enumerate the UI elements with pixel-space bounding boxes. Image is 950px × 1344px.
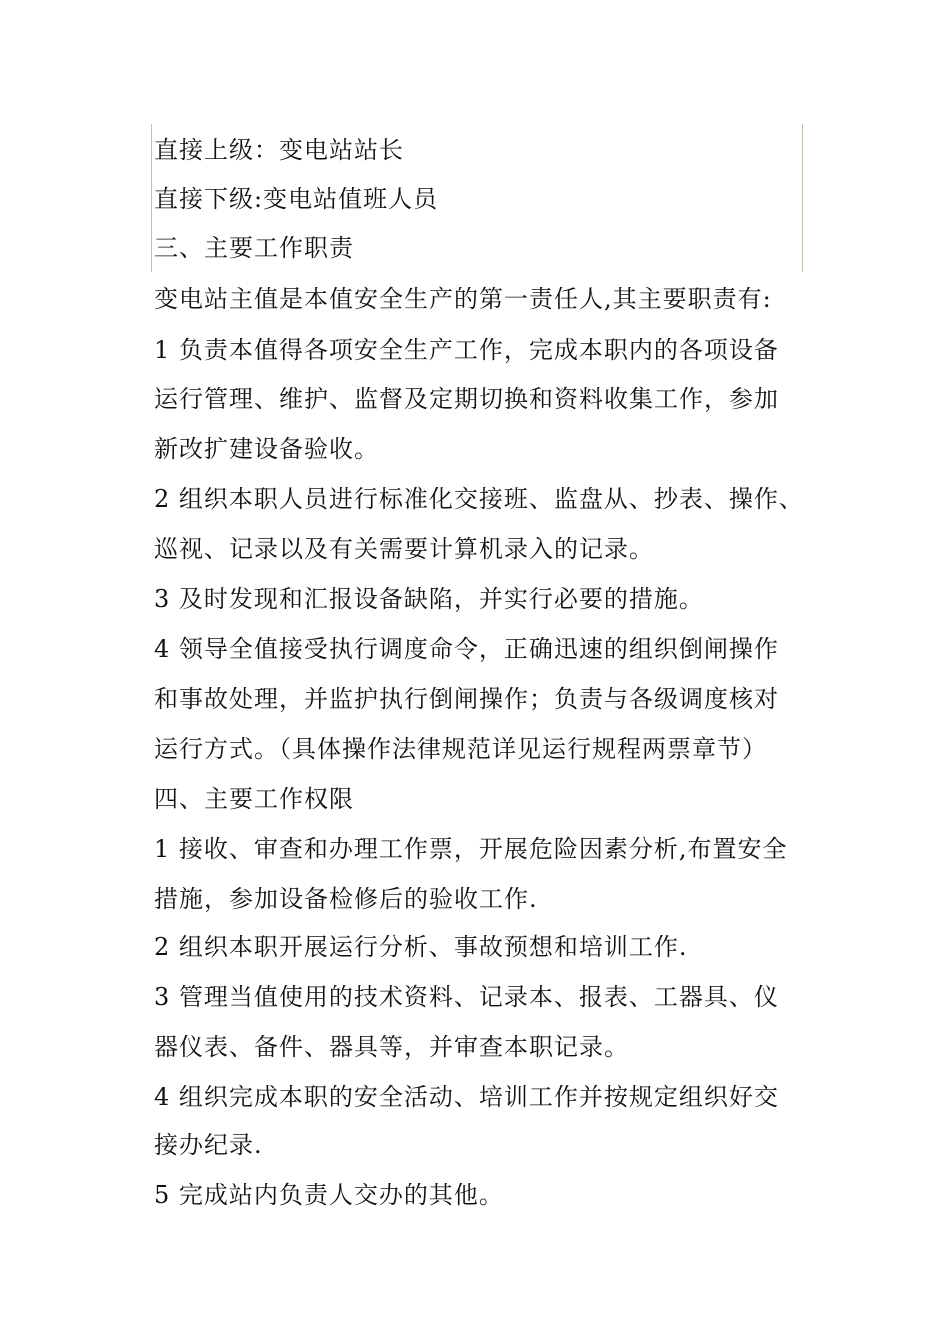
authority-item-4-line-1: 4 组织完成本职的安全活动、培训工作并按规定组织好交: [154, 1083, 779, 1111]
authority-item-5-line-1: 5 完成站内负责人交办的其他。: [154, 1181, 504, 1209]
authority-item-1-line-2: 措施，参加设备检修后的验收工作.: [154, 885, 538, 913]
authority-item-4-line-2: 接办纪录.: [154, 1131, 263, 1159]
duty-item-4-line-2: 和事故处理，并监护执行倒闸操作；负责与各级调度核对: [154, 685, 779, 713]
direct-subordinate-line: 直接下级:变电站值班人员: [154, 185, 439, 213]
direct-superior-line: 直接上级：变电站站长: [154, 136, 404, 164]
duty-item-3-line-1: 3 及时发现和汇报设备缺陷，并实行必要的措施。: [154, 585, 704, 613]
duty-item-4-line-1: 4 领导全值接受执行调度命令，正确迅速的组织倒闸操作: [154, 635, 779, 663]
duty-item-1-line-3: 新改扩建设备验收。: [154, 435, 379, 463]
authority-item-1-line-1: 1 接收、审查和办理工作票，开展危险因素分析,布置安全: [154, 835, 788, 863]
duties-intro: 变电站主值是本值安全生产的第一责任人,其主要职责有:: [154, 285, 772, 313]
authority-item-3-line-1: 3 管理当值使用的技术资料、记录本、报表、工器具、仪: [154, 983, 779, 1011]
authority-item-3-line-2: 器仪表、备件、器具等，并审查本职记录。: [154, 1033, 629, 1061]
duty-item-1-line-1: 1 负责本值得各项安全生产工作，完成本职内的各项设备: [154, 336, 779, 364]
duty-item-2-line-2: 巡视、记录以及有关需要计算机录入的记录。: [154, 535, 654, 563]
section-duties-heading: 三、主要工作职责: [154, 234, 354, 262]
section-authority-heading: 四、主要工作权限: [154, 785, 354, 813]
duty-item-2-line-1: 2 组织本职人员进行标准化交接班、监盘从、抄表、操作、: [154, 485, 804, 513]
authority-item-2-line-1: 2 组织本职开展运行分析、事故预想和培训工作.: [154, 933, 688, 961]
duty-item-1-line-2: 运行管理、维护、监督及定期切换和资料收集工作，参加: [154, 385, 779, 413]
duty-item-4-line-3: 运行方式。（具体操作法律规范详见运行规程两票章节）: [154, 735, 767, 763]
